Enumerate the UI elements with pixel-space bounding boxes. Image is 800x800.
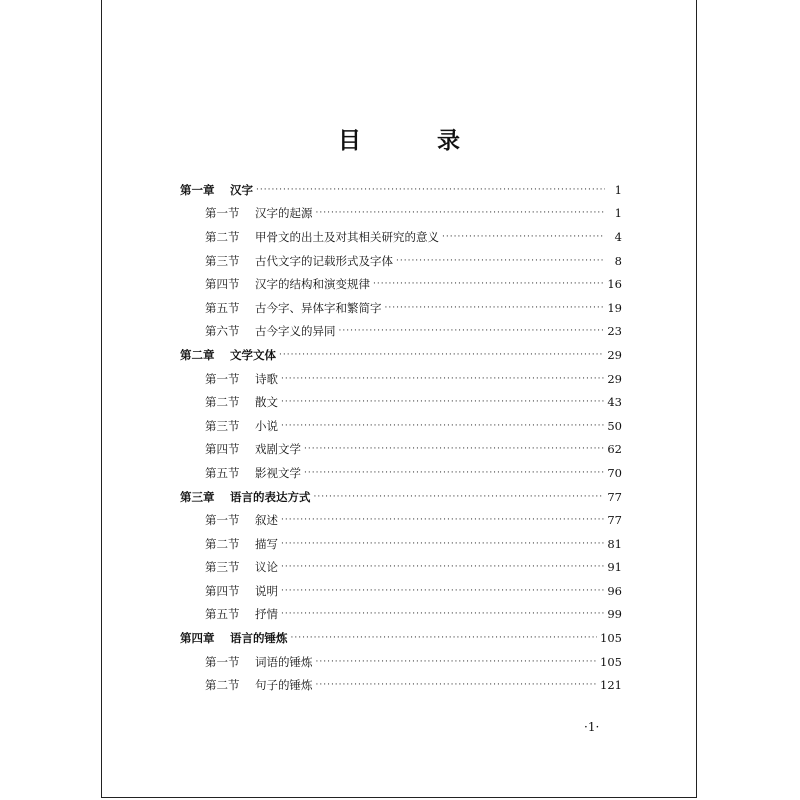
toc-section-entry (180, 367, 622, 391)
toc-entry-label: 第二章 (180, 347, 215, 362)
toc-entry-page: 29 (607, 347, 622, 362)
toc-section-entry (180, 556, 622, 580)
toc-entry-page: 50 (607, 418, 622, 433)
document-page (101, 0, 697, 798)
toc-entry-label: 第三章 (180, 489, 215, 504)
toc-entry-label: 第二节 (205, 678, 240, 693)
leader-dots (281, 609, 604, 619)
toc-entry-label: 第五节 (205, 607, 240, 622)
toc-entry-title: 抒情 (255, 607, 278, 622)
leader-dots (339, 326, 605, 336)
toc-entry-title: 语言的锤炼 (230, 631, 288, 646)
toc-entry-title: 小说 (255, 418, 278, 433)
toc-entry-page: 4 (614, 229, 622, 244)
toc-entry-label: 第四节 (205, 583, 240, 598)
toc-entry-label: 第三节 (205, 560, 240, 575)
toc-entry-title: 叙述 (255, 513, 278, 528)
toc-entry-page: 96 (607, 583, 622, 598)
leader-dots (396, 256, 605, 266)
toc-entry-page: 62 (607, 442, 622, 457)
toc-entry-title: 戏剧文学 (255, 442, 301, 457)
toc-entry-title: 汉字 (230, 182, 253, 197)
toc-section-entry (180, 438, 622, 462)
toc-entry-title: 议论 (255, 560, 278, 575)
toc-entry-label: 第二节 (205, 536, 240, 551)
toc-entry-label: 第五节 (205, 300, 240, 315)
toc-chapter-entry (180, 178, 622, 202)
toc-entry-page: 1 (614, 206, 622, 221)
toc-entry-title: 古今字、异体字和繁简字 (255, 300, 382, 315)
leader-dots (316, 680, 598, 690)
toc-section-entry (180, 249, 622, 273)
toc-entry-title: 说明 (255, 583, 278, 598)
toc-entry-label: 第三节 (205, 418, 240, 433)
toc-entry-title: 诗歌 (255, 371, 278, 386)
toc-entry-title: 古代文字的记载形式及字体 (255, 253, 393, 268)
toc-chapter-entry (180, 485, 622, 509)
leader-dots (281, 586, 604, 596)
leader-dots (316, 657, 598, 667)
toc-entry-label: 第一节 (205, 513, 240, 528)
toc-section-entry (180, 414, 622, 438)
toc-entry-page: 16 (607, 277, 622, 292)
toc-section-entry (180, 650, 622, 674)
toc-entry-title: 文学文体 (230, 347, 276, 362)
toc-entry-page: 1 (614, 182, 622, 197)
leader-dots (316, 208, 606, 218)
toc-section-entry (180, 225, 622, 249)
toc-entry-page: 91 (607, 560, 622, 575)
toc-entry-title: 甲骨文的出土及对其相关研究的意义 (255, 229, 439, 244)
toc-entry-title: 汉字的起源 (255, 206, 313, 221)
toc-section-entry (180, 202, 622, 226)
toc-entry-label: 第三节 (205, 253, 240, 268)
leader-dots (304, 444, 604, 454)
toc-entry-page: 105 (600, 654, 622, 669)
toc-entry-label: 第四章 (180, 631, 215, 646)
toc-entry-page: 29 (607, 371, 622, 386)
leader-dots (281, 539, 604, 549)
toc-entry-label: 第一节 (205, 371, 240, 386)
toc-entry-page: 70 (607, 465, 622, 480)
leader-dots (281, 374, 604, 384)
leader-dots (281, 562, 604, 572)
toc-entry-page: 77 (607, 513, 622, 528)
toc-entry-page: 23 (607, 324, 622, 339)
toc-entry-title: 古今字义的异同 (255, 324, 336, 339)
leader-dots (291, 633, 598, 643)
toc-entry-title: 描写 (255, 536, 278, 551)
page-number: ·1· (584, 720, 600, 734)
toc-entry-page: 77 (607, 489, 622, 504)
toc-entry-label: 第四节 (205, 442, 240, 457)
leader-dots (281, 397, 604, 407)
toc-section-entry (180, 603, 622, 627)
toc-entry-label: 第一章 (180, 182, 215, 197)
toc-entry-label: 第五节 (205, 465, 240, 480)
page-title: 目 录 (337, 128, 494, 154)
toc-entry-title: 散文 (255, 395, 278, 410)
toc-entry-title: 语言的表达方式 (230, 489, 311, 504)
leader-dots (373, 279, 604, 289)
toc-section-entry (180, 320, 622, 344)
toc-section-entry (180, 579, 622, 603)
toc-entry-label: 第二节 (205, 229, 240, 244)
toc-entry-page: 99 (607, 607, 622, 622)
leader-dots (314, 492, 605, 502)
toc-entry-page: 8 (614, 253, 622, 268)
toc-section-entry (180, 508, 622, 532)
leader-dots (256, 185, 605, 195)
toc-entry-page: 19 (607, 300, 622, 315)
leader-dots (281, 515, 604, 525)
toc-entry-label: 第一节 (205, 654, 240, 669)
toc-chapter-entry (180, 626, 622, 650)
toc-entry-title: 汉字的结构和演变规律 (255, 277, 370, 292)
toc-entry-title: 句子的锤炼 (255, 678, 313, 693)
toc-chapter-entry (180, 343, 622, 367)
leader-dots (385, 303, 605, 313)
table-of-contents (180, 178, 622, 697)
toc-entry-page: 81 (607, 536, 622, 551)
leader-dots (279, 350, 604, 360)
leader-dots (442, 232, 605, 242)
toc-entry-label: 第一节 (205, 206, 240, 221)
toc-section-entry (180, 673, 622, 697)
toc-section-entry (180, 390, 622, 414)
toc-entry-label: 第四节 (205, 277, 240, 292)
toc-entry-label: 第二节 (205, 395, 240, 410)
toc-entry-page: 105 (600, 631, 622, 646)
leader-dots (304, 468, 604, 478)
toc-section-entry (180, 461, 622, 485)
toc-section-entry (180, 296, 622, 320)
toc-section-entry (180, 272, 622, 296)
toc-entry-page: 121 (600, 678, 622, 693)
toc-section-entry (180, 532, 622, 556)
leader-dots (281, 421, 604, 431)
toc-entry-title: 影视文学 (255, 465, 301, 480)
toc-entry-title: 词语的锤炼 (255, 654, 313, 669)
toc-entry-page: 43 (607, 395, 622, 410)
toc-entry-label: 第六节 (205, 324, 240, 339)
